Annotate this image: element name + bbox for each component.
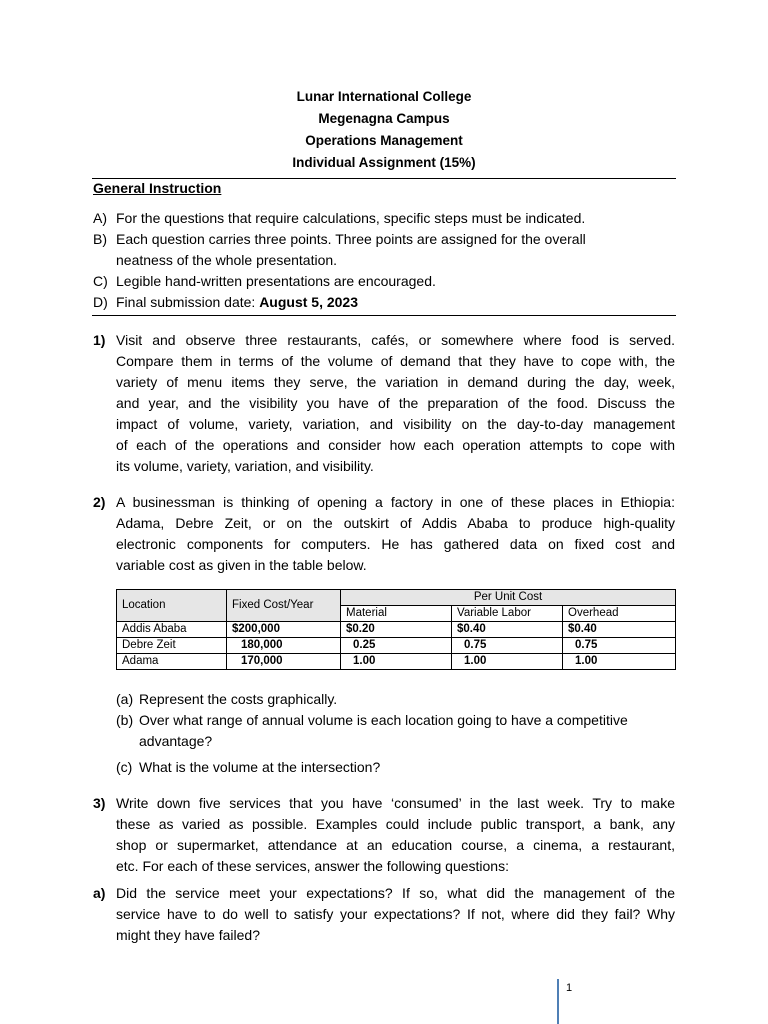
question-1-line: Compare them in terms of the volume of demand that they have to cope with, the [116, 353, 675, 369]
page-number-bar [557, 979, 559, 1024]
campus-name: Megenagna Campus [318, 111, 450, 126]
question-2-line: Adama, Debre Zeit, or on the outskirt of Addis Ababa to produce high-quality [116, 515, 675, 531]
instructions-divider [92, 315, 676, 316]
cell-overhead: $0.40 [563, 622, 676, 638]
cell-overhead: 0.75 [563, 638, 676, 654]
instruction-label-d: D) [93, 294, 108, 310]
table-row [117, 622, 676, 638]
header-fixed-cost: Fixed Cost/Year [227, 590, 341, 622]
question-a-line: Did the service meet your expectations? If so, what did the management of the [116, 885, 675, 901]
subpart-b-text: advantage? [139, 733, 213, 749]
submission-date: August 5, 2023 [259, 294, 359, 310]
cell-overhead: 1.00 [563, 654, 676, 670]
cell-fixed-cost: 180,000 [227, 638, 341, 654]
subpart-a-text: Represent the costs graphically. [139, 691, 338, 707]
table-row [117, 654, 676, 670]
instruction-label-c: C) [93, 273, 108, 289]
cell-material: 0.25 [341, 638, 452, 654]
cell-material: 1.00 [341, 654, 452, 670]
question-a-line: might they have failed? [116, 927, 260, 943]
question-3-line: shop or supermarket, attendance at an education course, a cinema, a restaurant, [116, 837, 675, 853]
header-location: Location [117, 590, 227, 622]
question-1-line: variety of menu items they serve, the variation in demand during the day, week, [116, 374, 675, 390]
header-material: Material [341, 606, 452, 622]
question-3-line: Write down five services that you have ‘consumed’ in the last week. Try to make [116, 795, 675, 811]
question-2-line: electronic components for computers. He has gathered data on fixed cost and [116, 536, 675, 552]
header-per-unit-cost: Per Unit Cost [341, 590, 676, 606]
header-variable-labor: Variable Labor [452, 606, 563, 622]
subpart-c-label: (c) [116, 759, 133, 775]
college-name: Lunar International College [296, 89, 472, 104]
subpart-b-label: (b) [116, 712, 134, 728]
question-2-line: variable cost as given in the table below. [116, 557, 367, 573]
page-number: 1 [566, 982, 573, 994]
subpart-b-text: Over what range of annual volume is each location going to have a competitive [139, 712, 628, 728]
question-1-line: impact of volume, variety, variation, and visibility on the day-to-day management [116, 416, 675, 432]
cell-location: Addis Ababa [117, 622, 227, 638]
instruction-c-text: Legible hand-written presentations are encouraged. [116, 273, 436, 289]
question-1-line: Visit and observe three restaurants, cafés, or somewhere where food is served. [116, 332, 675, 348]
instruction-b-text: neatness of the whole presentation. [116, 252, 338, 268]
question-3-line: etc. For each of these services, answer the following questions: [116, 858, 509, 874]
instruction-label-a: A) [93, 210, 107, 226]
header-overhead: Overhead [563, 606, 676, 622]
subpart-c-text: What is the volume at the intersection? [139, 759, 381, 775]
cell-fixed-cost: $200,000 [227, 622, 341, 638]
cell-location: Adama [117, 654, 227, 670]
question-1-line: of each of the operations and consider how each operation attempts to cope with [116, 437, 675, 453]
question-1-line: its volume, variety, variation, and visibility. [116, 458, 374, 474]
cell-variable-labor: 1.00 [452, 654, 563, 670]
cell-variable-labor: 0.75 [452, 638, 563, 654]
instruction-b-text: Each question carries three points. Three points are assigned for the overall [116, 231, 586, 247]
question-a-label: a) [93, 885, 106, 901]
top-divider [92, 178, 676, 179]
question-2-number: 2) [93, 494, 106, 510]
question-1-number: 1) [93, 332, 106, 348]
cost-table-header-row [117, 590, 676, 606]
cost-table [116, 589, 676, 670]
question-a-line: service have to do well to satisfy your expectations? If not, where did they fail? Why [116, 906, 675, 922]
assignment-title: Individual Assignment (15%) [292, 155, 476, 170]
table-row [117, 638, 676, 654]
cell-variable-labor: $0.40 [452, 622, 563, 638]
cell-location: Debre Zeit [117, 638, 227, 654]
instruction-label-b: B) [93, 231, 107, 247]
subpart-a-label: (a) [116, 691, 134, 707]
cell-fixed-cost: 170,000 [227, 654, 341, 670]
cell-material: $0.20 [341, 622, 452, 638]
instruction-a-text: For the questions that require calculations, specific steps must be indicated. [116, 210, 586, 226]
course-name: Operations Management [305, 133, 463, 148]
submission-date-line [116, 294, 358, 310]
question-3-number: 3) [93, 795, 106, 811]
question-3-line: these as varied as possible. Examples could include public transport, a bank, any [116, 816, 675, 832]
question-1-line: and year, and the visibility you have of the preparation of the food. Discuss the [116, 395, 675, 411]
instructions-heading: General Instruction [93, 180, 222, 196]
submission-date-text: Final submission date: [116, 294, 260, 310]
question-2-line: A businessman is thinking of opening a factory in one of these places in Ethiopia: [116, 494, 675, 510]
